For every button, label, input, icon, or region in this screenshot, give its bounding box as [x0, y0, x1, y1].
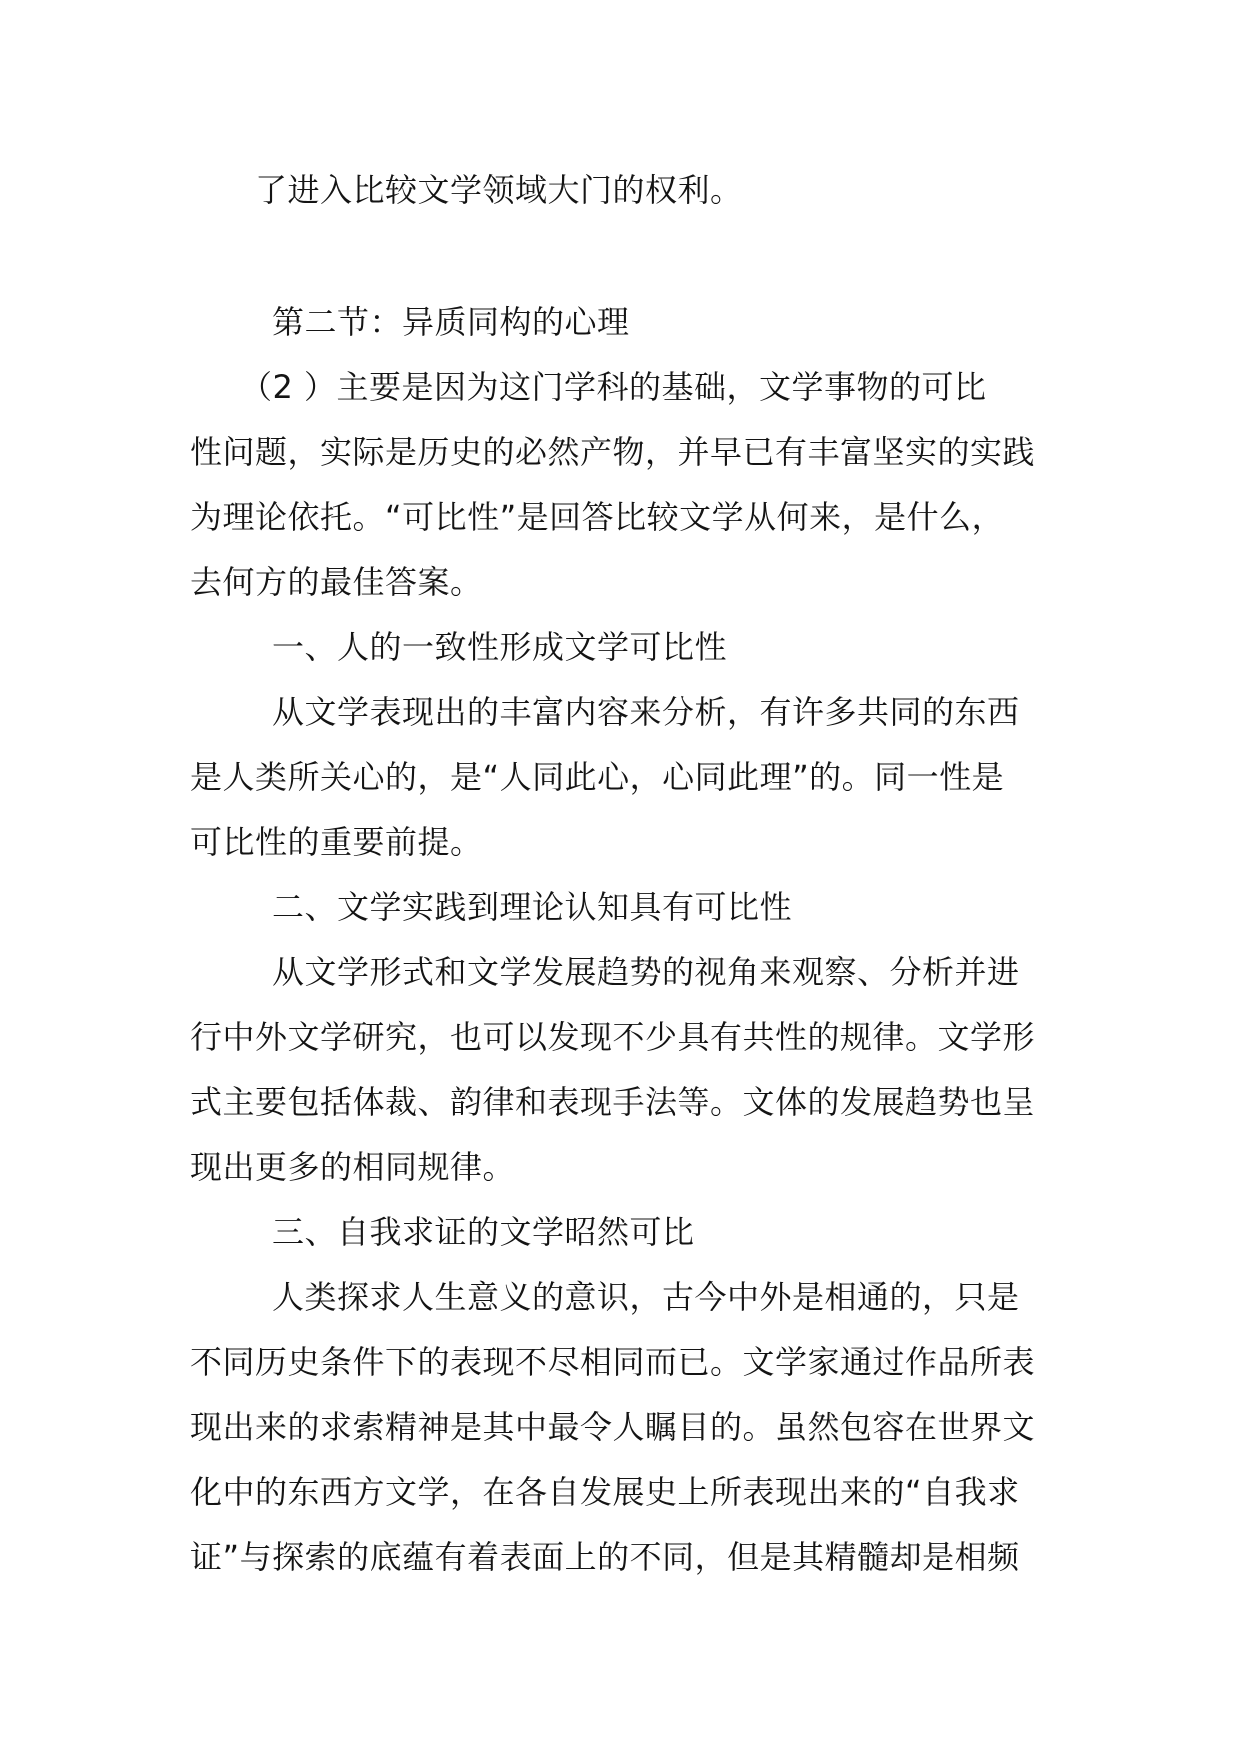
section-title: 第二节：异质同构的心理 — [272, 303, 630, 341]
paragraph-1-line-1: 从文学表现出的丰富内容来分析，有许多共同的东西 — [272, 693, 1020, 731]
main-text-block — [190, 290, 1052, 1590]
paragraph-3-line-2: 不同历史条件下的表现不尽相同而已。文学家通过作品所表 — [190, 1343, 1036, 1381]
paragraph-1-line-2: 是人类所关心的，是“人同此心，心同此理”的。同一性是 — [190, 758, 1005, 796]
paragraph-3-line-4: 化中的东西方文学，在各自发展史上所表现出来的“自我求 — [190, 1473, 1020, 1511]
paragraph-3-line-5: 证”与探索的底蕴有着表面上的不同，但是其精髓却是相频 — [190, 1538, 1020, 1576]
paragraph-3-line-3: 现出来的求索精神是其中最令人瞩目的。虽然包容在世界文 — [190, 1408, 1036, 1446]
paragraph-2-line-1: 从文学形式和文学发展趋势的视角来观察、分析并进 — [272, 953, 1020, 991]
paragraph-2-line-4: 现出更多的相同规律。 — [190, 1148, 516, 1186]
heading-1: 一、人的一致性形成文学可比性 — [272, 628, 728, 666]
heading-2: 二、文学实践到理论认知具有可比性 — [272, 888, 793, 926]
opening-line: 了进入比较文学领域大门的权利。 — [255, 171, 743, 209]
paragraph-2-line-3: 式主要包括体裁、韵律和表现手法等。文体的发展趋势也呈 — [190, 1083, 1036, 1121]
paragraph-3-line-1: 人类探求人生意义的意识，古今中外是相通的，只是 — [272, 1278, 1020, 1316]
heading-3: 三、自我求证的文学昭然可比 — [272, 1213, 695, 1251]
intro-line-3: 为理论依托。“可比性”是回答比较文学从何来，是什么， — [190, 498, 1005, 536]
paragraph-2-line-2: 行中外文学研究，也可以发现不少具有共性的规律。文学形 — [190, 1018, 1036, 1056]
intro-line-1: （2 ）主要是因为这门学科的基础，文学事物的可比 — [240, 368, 987, 406]
intro-line-4: 去何方的最佳答案。 — [190, 563, 483, 601]
intro-line-2: 性问题，实际是历史的必然产物，并早已有丰富坚实的实践 — [190, 433, 1036, 471]
paragraph-1-line-3: 可比性的重要前提。 — [190, 823, 483, 861]
